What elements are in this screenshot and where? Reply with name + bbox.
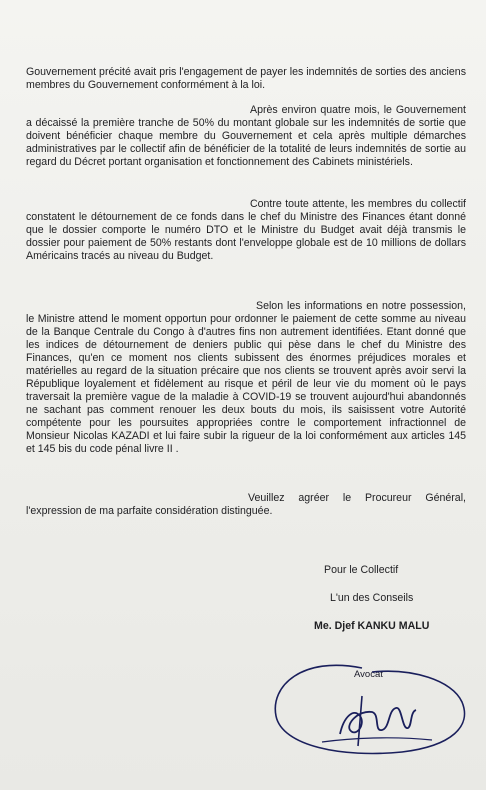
paragraph-intro: Gouvernement précité avait pris l'engagement de payer les indemnités de sorties des anciens membres du Gouvernement conformément à la loi. [26,66,466,91]
paragraph-complaint: Selon les informations en notre possession, le Ministre attend le moment opportun pour ordonner le paiement de cette somme au niveau de la Banque Centrale du Congo à d'autres fins non autrement identifiées. Etant donné que les indices de détournement de deniers public qui pèse dans le chef du Ministre des Finances, qu'en ce moment nos clients subissent des énormes préjudices morales et matérielles au regard de la situation précaire que nos clients se trouvent après avoir servi la République loyalement et fidèlement au risque et péril de leur vie du moment où le pays traversait la première vague de la maladie à COVID-19 se trouvent aujourd'hui abandonnés ne sachant pas comment renouer les deux bouts du mois, ils saisissent votre Autorité compétente pour les poursuites appropriées contre le comportement infractionnel de Monsieur Nicolas KAZADI et lui faire subir la rigueur de la loi conformément aux articles 145 et 145 bis du code pénal livre II . [26,300,466,455]
paragraph-first-tranche: Après environ quatre mois, le Gouvernement a décaissé la première tranche de 50% du montant globale sur les indemnités de sortie que doivent bénéficier chaque membre du Gouvernement et cela après multiple démarches administratives par le collectif afin de bénéficier de la totalité de leurs indemnités de sortie au regard du Décret portant organisation et fonctionnement des Cabinets ministériels. [26,104,466,168]
closing-role: L'un des Conseils [330,592,414,604]
stamp-label: Avocat [354,669,383,680]
paragraph-embezzlement: Contre toute attente, les membres du collectif constatent le détournement de ce fonds dans le chef du Ministre des Finances étant donné que le dossier comporte le numéro DTO et le Ministre du Budget avait déjà transmis le dossier pour paiement de 50% restants dont l'enveloppe globale est de 10 millions de dollars Américains tracés au niveau du Budget. [26,198,466,262]
signatory-name: Me. Djef KANKU MALU [314,620,430,632]
handwritten-signature [262,646,474,764]
closing-collective: Pour le Collectif [324,564,399,576]
paragraph-salutation: Veuillez agréer le Procureur Général, l'expression de ma parfaite considération distinguée. [26,492,466,517]
